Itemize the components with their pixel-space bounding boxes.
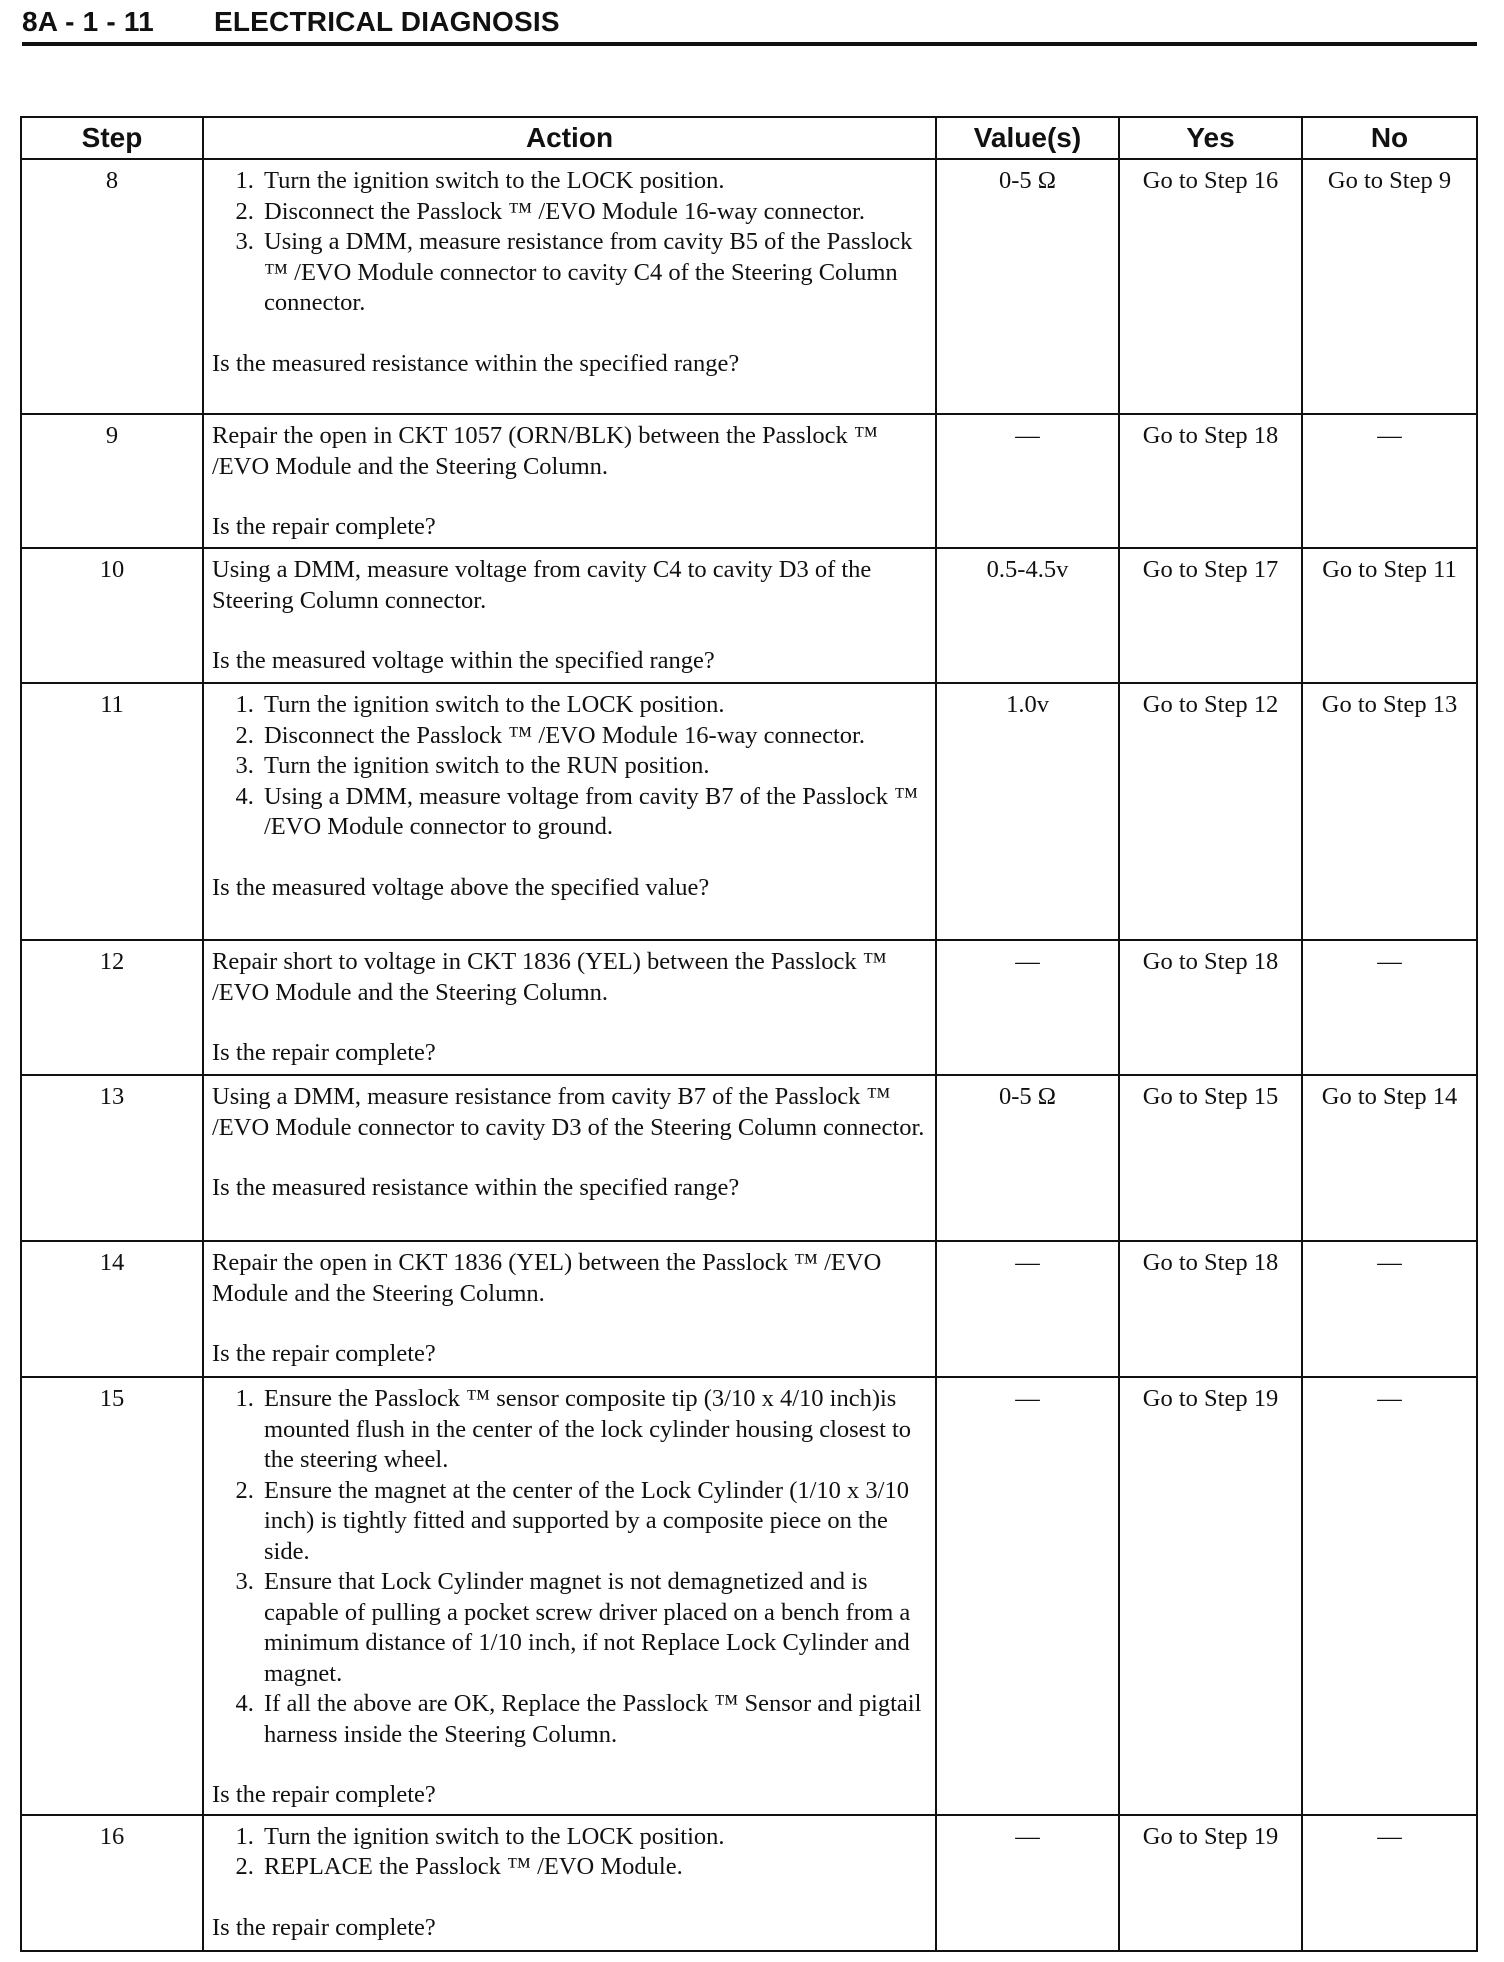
action-step: 2. Ensure the magnet at the center of the Lock Cylinder (1/10 x 3/10 inch) is tightly fitted and supported by a composite piece on the side. (260, 1476, 927, 1568)
step-number: 13 (21, 1075, 203, 1241)
col-header-step: Step (21, 117, 203, 159)
action-question: Is the repair complete? (212, 1913, 436, 1941)
action-question: Is the repair complete? (212, 1340, 436, 1367)
no-cell: Go to Step 11 (1302, 548, 1477, 683)
col-header-values: Value(s) (936, 117, 1119, 159)
col-header-yes: Yes (1119, 117, 1302, 159)
value-cell: 0-5 Ω (936, 1075, 1119, 1241)
action-question: Is the measured voltage above the specified value? (212, 873, 710, 901)
action-cell (203, 548, 936, 683)
action-step: 1. Turn the ignition switch to the LOCK position. (260, 1822, 927, 1853)
action-question: Is the repair complete? (212, 1781, 436, 1808)
value-cell: — (936, 1377, 1119, 1815)
table-row (21, 414, 1477, 548)
action-cell (203, 159, 936, 414)
action-steps (212, 690, 927, 843)
page-header (22, 4, 1477, 46)
value-cell: 0.5-4.5v (936, 548, 1119, 683)
col-header-action: Action (203, 117, 936, 159)
yes-cell: Go to Step 18 (1119, 1241, 1302, 1377)
no-cell: — (1302, 1377, 1477, 1815)
table-row (21, 548, 1477, 683)
step-number: 11 (21, 683, 203, 940)
action-cell (203, 1241, 936, 1377)
table-row (21, 159, 1477, 414)
table-row (21, 1241, 1477, 1377)
no-cell: — (1302, 940, 1477, 1075)
action-question: Is the measured resistance within the specified range? (212, 349, 740, 377)
step-number: 9 (21, 414, 203, 548)
value-cell: 1.0v (936, 683, 1119, 940)
action-text: Using a DMM, measure resistance from cavity B7 of the Passlock ™ /EVO Module connector to cavity D3 of the Steering Column connector. (212, 1083, 925, 1141)
action-text: Repair short to voltage in CKT 1836 (YEL) between the Passlock ™ /EVO Module and the Steering Column. (212, 948, 887, 1006)
action-question: Is the measured resistance within the specified range? (212, 1174, 740, 1201)
action-step: 2. Disconnect the Passlock ™ /EVO Module 16-way connector. (260, 197, 927, 228)
no-cell: — (1302, 1241, 1477, 1377)
table-row (21, 683, 1477, 940)
action-step: 1. Turn the ignition switch to the LOCK position. (260, 166, 927, 197)
no-cell: Go to Step 14 (1302, 1075, 1477, 1241)
action-step: 3. Using a DMM, measure resistance from cavity B5 of the Passlock ™ /EVO Module connector to cavity C4 of the Steering Column connector. (260, 227, 927, 319)
yes-cell: Go to Step 16 (1119, 159, 1302, 414)
action-step: 4. If all the above are OK, Replace the Passlock ™ Sensor and pigtail harness inside the Steering Column. (260, 1689, 927, 1750)
col-header-no: No (1302, 117, 1477, 159)
step-number: 10 (21, 548, 203, 683)
action-cell (203, 1075, 936, 1241)
table-header-row (21, 117, 1477, 159)
table-row (21, 1377, 1477, 1815)
no-cell: Go to Step 13 (1302, 683, 1477, 940)
action-text: Repair the open in CKT 1836 (YEL) between the Passlock ™ /EVO Module and the Steering Column. (212, 1249, 882, 1307)
table-row (21, 940, 1477, 1075)
action-step: 1. Turn the ignition switch to the LOCK position. (260, 690, 927, 721)
section-ref: 8A - 1 - 11 (22, 6, 154, 37)
no-cell: Go to Step 9 (1302, 159, 1477, 414)
action-text: Repair the open in CKT 1057 (ORN/BLK) between the Passlock ™ /EVO Module and the Steering Column. (212, 422, 878, 480)
value-cell: 0-5 Ω (936, 159, 1119, 414)
no-cell: — (1302, 414, 1477, 548)
no-cell: — (1302, 1815, 1477, 1951)
action-question: Is the measured voltage within the specified range? (212, 647, 715, 674)
diagnosis-table (20, 116, 1478, 1952)
table-row (21, 1815, 1477, 1951)
action-step: 2. Disconnect the Passlock ™ /EVO Module 16-way connector. (260, 721, 927, 752)
value-cell: — (936, 1241, 1119, 1377)
yes-cell: Go to Step 19 (1119, 1815, 1302, 1951)
yes-cell: Go to Step 17 (1119, 548, 1302, 683)
action-steps (212, 166, 927, 319)
action-step: 4. Using a DMM, measure voltage from cavity B7 of the Passlock ™ /EVO Module connector to ground. (260, 782, 927, 843)
yes-cell: Go to Step 15 (1119, 1075, 1302, 1241)
step-number: 15 (21, 1377, 203, 1815)
step-number: 8 (21, 159, 203, 414)
step-number: 16 (21, 1815, 203, 1951)
yes-cell: Go to Step 19 (1119, 1377, 1302, 1815)
page-title: ELECTRICAL DIAGNOSIS (214, 6, 560, 37)
action-cell (203, 683, 936, 940)
action-step: 3. Turn the ignition switch to the RUN position. (260, 751, 927, 782)
value-cell: — (936, 940, 1119, 1075)
action-steps (212, 1384, 927, 1750)
yes-cell: Go to Step 18 (1119, 414, 1302, 548)
action-step: 3. Ensure that Lock Cylinder magnet is not demagnetized and is capable of pulling a pocket screw driver placed on a bench from a minimum distance of 1/10 inch, if not Replace Lock Cylinder and magnet. (260, 1567, 927, 1689)
action-question: Is the repair complete? (212, 513, 436, 540)
table-row (21, 1075, 1477, 1241)
action-text: Using a DMM, measure voltage from cavity C4 to cavity D3 of the Steering Column connector. (212, 556, 872, 614)
action-cell (203, 1377, 936, 1815)
action-question: Is the repair complete? (212, 1039, 436, 1066)
action-cell (203, 940, 936, 1075)
action-steps (212, 1822, 927, 1883)
yes-cell: Go to Step 18 (1119, 940, 1302, 1075)
action-cell (203, 1815, 936, 1951)
action-step: 2. REPLACE the Passlock ™ /EVO Module. (260, 1852, 927, 1883)
action-cell (203, 414, 936, 548)
step-number: 14 (21, 1241, 203, 1377)
yes-cell: Go to Step 12 (1119, 683, 1302, 940)
value-cell: — (936, 414, 1119, 548)
action-step: 1. Ensure the Passlock ™ sensor composite tip (3/10 x 4/10 inch)is mounted flush in the center of the lock cylinder housing closest to the steering wheel. (260, 1384, 927, 1476)
step-number: 12 (21, 940, 203, 1075)
value-cell: — (936, 1815, 1119, 1951)
